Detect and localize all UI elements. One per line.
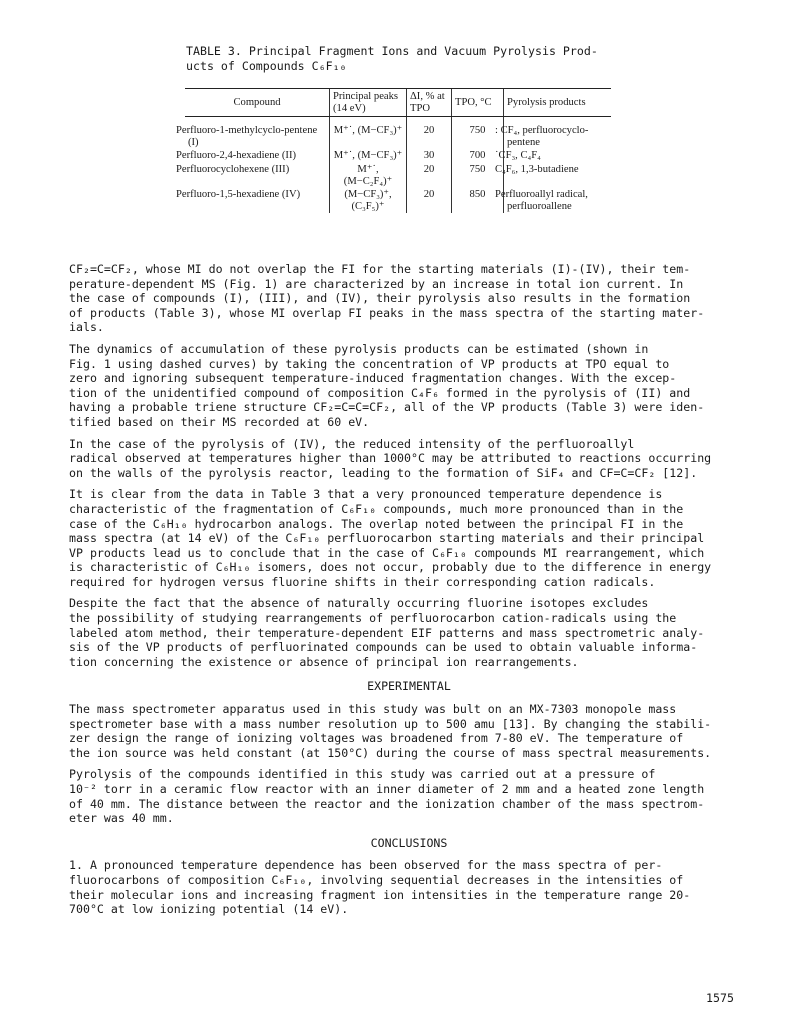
cell-products: Perfluoroallyl radical, perfluoroallene (504, 188, 612, 213)
cell-peaks: M⁺˙, (M−CF₃)⁺ (330, 117, 407, 150)
cell-delta: 30 (407, 149, 452, 163)
pyrolysis-table (176, 88, 611, 213)
paragraph: The dynamics of accumulation of these pyrolysis products can be estimated (shown in Fig. 1 using dashed curves) by taking the concentration of VP products at TPO equal to zero and ignoring subsequent temperature-induced fragmentation changes. With the excep- tion of the unidentified compound of composition C₄F₆ formed in the pyrolysis of (II) and having a probable triene structure CF₂=C=C=CF₂, all of the VP products (Table 3) were iden- tified based on their MS recorded at 60 eV. (69, 341, 705, 429)
header-tpo: TPO, °C (452, 89, 504, 117)
cell-delta: 20 (407, 163, 452, 188)
cell-products: ˙CF₃, C₄F₄ (504, 149, 612, 163)
body-text (69, 262, 749, 924)
paragraph: In the case of the pyrolysis of (IV), the reduced intensity of the perfluoroallyl radical observed at temperatures higher than 1000°C may be attributed to reactions occurring on the walls of the pyrolysis reactor, leading to the formation of SiF₄ and CF=C=CF₂ [12]. (69, 436, 712, 480)
cell-peaks: (M−CF₃)⁺, (C₃F₅)⁺ (330, 188, 407, 213)
table-header-row (185, 89, 611, 117)
cell-compound: Perfluoro-2,4-hexadiene (II) (176, 150, 297, 162)
paragraph: It is clear from the data in Table 3 that a very pronounced temperature dependence is characteristic of the fragmentation of C₆F₁₀ compounds, much more pronounced than in the case of the C₆H₁₀ hydrocarbon analogs. The overlap noted between the principal FI in the mass spectra (at 14 eV) of the C₆F₁₀ perfluorocarbon starting materials and their principal VP products lead us to conclude that in the case of C₆F₁₀ compounds MI rearrangement, which is characteristic of C₆H₁₀ isomers, does not occur, probably due to the difference in energy required for hydrogen versus fluorine shifts in their corresponding cation radicals. (69, 487, 712, 589)
header-compound: Compound (185, 89, 330, 117)
table-row (185, 188, 611, 213)
conclusions-heading: CONCLUSIONS (370, 835, 448, 850)
header-delta: ΔI, % at TPO (407, 89, 452, 117)
paragraph: CF₂=C=CF₂, whose MI do not overlap the FI for the starting materials (I)-(IV), their tem- perature-dependent MS (Fig. 1) are characterized by an increase in total ion current. In the case of compounds (I), (III), and (IV), their pyrolysis also results in the formation of products (Table 3), whose MI overlap FI peaks in the mass spectra of the starting mater- ials. (69, 262, 705, 335)
experimental-heading: EXPERIMENTAL (367, 679, 451, 694)
cell-products: C₄F₆, 1,3-butadiene (504, 163, 612, 188)
cell-compound: Perfluoro-1,5-hexadiene (IV) (176, 189, 301, 201)
page-number: 1575 (706, 991, 734, 1005)
header-peaks: Principal peaks (14 eV) (330, 89, 407, 117)
cell-delta: 20 (407, 188, 452, 213)
table-row (185, 117, 611, 150)
cell-compound: Perfluoro-1-methylcyclo-pentene (I) (176, 125, 318, 148)
table-row (185, 163, 611, 188)
cell-tpo: 750 (452, 163, 504, 188)
cell-tpo: 850 (452, 188, 504, 213)
cell-products: : CF₄, perfluorocyclo-pentene (504, 117, 612, 150)
header-products: Pyrolysis products (504, 89, 612, 117)
cell-delta: 20 (407, 117, 452, 150)
table-3 (176, 88, 611, 213)
table-caption: TABLE 3. Principal Fragment Ions and Vacuum Pyrolysis Prod- ucts of Compounds C₆F₁₀ (186, 44, 598, 73)
table-row (185, 149, 611, 163)
cell-peaks: M⁺˙, (M−C₂F₄)⁺ (330, 163, 407, 188)
cell-tpo: 700 (452, 149, 504, 163)
paragraph: 1. A pronounced temperature dependence has been observed for the mass spectra of per- fluorocarbons of composition C₆F₁₀, involving sequential decreases in the intensities of their molecular ions and increasing fragment ion intensities in the temperature range 20- 700°C at low ionizing potential (14 eV). (69, 858, 691, 917)
paragraph: Pyrolysis of the compounds identified in this study was carried out at a pressure of 10⁻² torr in a ceramic flow reactor with an inner diameter of 2 mm and a heated zone length of 40 mm. The distance between the reactor and the ionization chamber of the mass spectrom- eter was 40 mm. (69, 767, 705, 826)
paragraph: Despite the fact that the absence of naturally occurring fluorine isotopes excludes the possibility of studying rearrangements of perfluorocarbon cation-radicals using the labeled atom method, their temperature-dependent EIF patterns and mass spectrometric analy- sis of the VP products of perfluorinated compounds can be used to obtain valuable informa- tion concerning the existence or absence of principal ion rearrangements. (69, 596, 705, 669)
paragraph: The mass spectrometer apparatus used in this study was bult on an MX-7303 monopole mass spectrometer base with a mass number resolution up to 500 amu [13]. By changing the stabili- zer design the range of ionizing voltages was broadened from 7-80 eV. The temperature of the ion source was held constant (at 150°C) during the course of mass spectral measurements. (69, 702, 712, 760)
cell-peaks: M⁺˙, (M−CF₃)⁺ (330, 149, 407, 163)
cell-tpo: 750 (452, 117, 504, 150)
cell-compound: Perfluorocyclohexene (III) (176, 163, 290, 175)
